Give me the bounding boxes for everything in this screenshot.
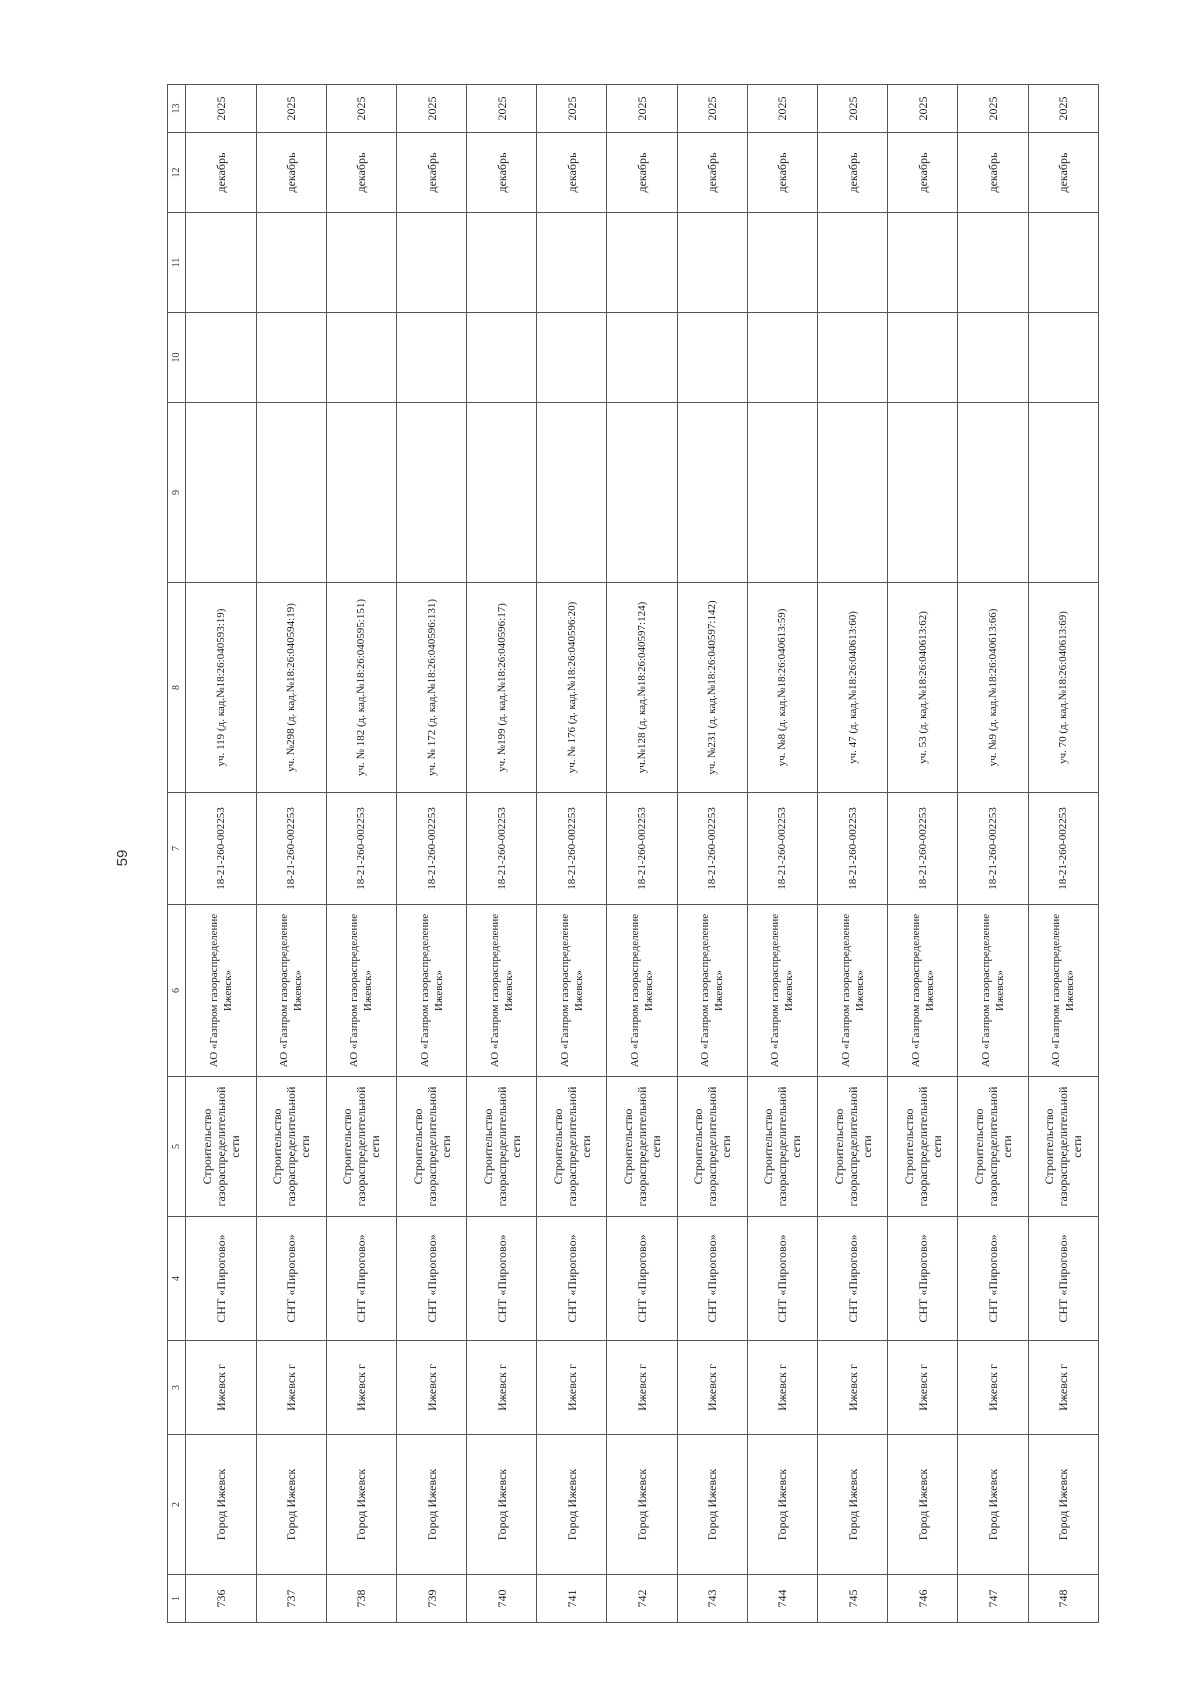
table-row — [326, 85, 396, 1623]
deadline-month-cell: декабрь — [467, 133, 537, 213]
col-10-cell — [326, 313, 396, 403]
table-row — [467, 85, 537, 1623]
project-code-cell: 18-21-260-002253 — [1028, 793, 1098, 905]
settlement-cell: СНТ «Пирогово» — [1028, 1217, 1098, 1341]
settlement-cell: СНТ «Пирогово» — [607, 1217, 677, 1341]
col-9-cell — [537, 403, 607, 583]
municipality-cell: Город Ижевск — [396, 1435, 466, 1575]
deadline-year-cell: 2025 — [396, 85, 466, 133]
municipality-cell: Город Ижевск — [818, 1435, 888, 1575]
deadline-month-cell: декабрь — [958, 133, 1028, 213]
row-number-cell: 736 — [186, 1575, 256, 1623]
municipality-cell: Город Ижевск — [958, 1435, 1028, 1575]
land-plot-cell: уч. № 182 (д. кад.№18:26:040595:151) — [326, 583, 396, 793]
col-10-cell — [256, 313, 326, 403]
locality-cell: Ижевск г — [396, 1341, 466, 1435]
deadline-month-cell: декабрь — [888, 133, 958, 213]
col-10-cell — [537, 313, 607, 403]
column-number-5: 5 — [168, 1077, 186, 1217]
row-number-cell: 746 — [888, 1575, 958, 1623]
col-11-cell — [888, 213, 958, 313]
col-11-cell — [256, 213, 326, 313]
col-11-cell — [186, 213, 256, 313]
col-9-cell — [467, 403, 537, 583]
land-plot-cell: уч.№128 (д. кад.№18:26:040597:124) — [607, 583, 677, 793]
row-number-cell: 738 — [326, 1575, 396, 1623]
organization-cell: АО «Газпром газораспределение Ижевск» — [747, 905, 817, 1077]
locality-cell: Ижевск г — [747, 1341, 817, 1435]
col-11-cell — [396, 213, 466, 313]
col-10-cell — [958, 313, 1028, 403]
municipality-cell: Город Ижевск — [326, 1435, 396, 1575]
project-code-cell: 18-21-260-002253 — [747, 793, 817, 905]
row-number-cell: 747 — [958, 1575, 1028, 1623]
project-code-cell: 18-21-260-002253 — [607, 793, 677, 905]
work-type-cell: Строительство газораспределительной сети — [818, 1077, 888, 1217]
work-type-cell: Строительство газораспределительной сети — [537, 1077, 607, 1217]
column-number-6: 6 — [168, 905, 186, 1077]
settlement-cell: СНТ «Пирогово» — [958, 1217, 1028, 1341]
organization-cell: АО «Газпром газораспределение Ижевск» — [467, 905, 537, 1077]
table-row — [747, 85, 817, 1623]
deadline-year-cell: 2025 — [326, 85, 396, 133]
gasification-schedule-table — [167, 84, 1099, 1623]
work-type-cell: Строительство газораспределительной сети — [326, 1077, 396, 1217]
table-row — [888, 85, 958, 1623]
land-plot-cell: уч. №9 (д. кад.№18:26:040613:66) — [958, 583, 1028, 793]
municipality-cell: Город Ижевск — [467, 1435, 537, 1575]
col-10-cell — [888, 313, 958, 403]
organization-cell: АО «Газпром газораспределение Ижевск» — [537, 905, 607, 1077]
organization-cell: АО «Газпром газораспределение Ижевск» — [256, 905, 326, 1077]
deadline-year-cell: 2025 — [747, 85, 817, 133]
col-10-cell — [607, 313, 677, 403]
deadline-year-cell: 2025 — [256, 85, 326, 133]
project-code-cell: 18-21-260-002253 — [818, 793, 888, 905]
land-plot-cell: уч. №231 (д. кад.№18:26:040597:142) — [677, 583, 747, 793]
municipality-cell: Город Ижевск — [888, 1435, 958, 1575]
col-11-cell — [467, 213, 537, 313]
table-row — [607, 85, 677, 1623]
work-type-cell: Строительство газораспределительной сети — [396, 1077, 466, 1217]
municipality-cell: Город Ижевск — [537, 1435, 607, 1575]
municipality-cell: Город Ижевск — [747, 1435, 817, 1575]
deadline-year-cell: 2025 — [607, 85, 677, 133]
work-type-cell: Строительство газораспределительной сети — [888, 1077, 958, 1217]
land-plot-cell: уч. №199 (д. кад.№18:26:040596:17) — [467, 583, 537, 793]
organization-cell: АО «Газпром газораспределение Ижевск» — [396, 905, 466, 1077]
project-code-cell: 18-21-260-002253 — [186, 793, 256, 905]
settlement-cell: СНТ «Пирогово» — [326, 1217, 396, 1341]
land-plot-cell: уч. 119 (д. кад.№18:26:040593:19) — [186, 583, 256, 793]
row-number-cell: 742 — [607, 1575, 677, 1623]
settlement-cell: СНТ «Пироговo» — [186, 1217, 256, 1341]
deadline-month-cell: декабрь — [607, 133, 677, 213]
land-plot-cell: уч. №298 (д. кад.№18:26:040594:19) — [256, 583, 326, 793]
col-9-cell — [396, 403, 466, 583]
organization-cell: АО «Газпром газораспределение Ижевск» — [1028, 905, 1098, 1077]
locality-cell: Ижевск г — [467, 1341, 537, 1435]
column-number-2: 2 — [168, 1435, 186, 1575]
land-plot-cell: уч. № 176 (д. кад.№18:26:040596:20) — [537, 583, 607, 793]
col-9-cell — [958, 403, 1028, 583]
deadline-month-cell: декабрь — [537, 133, 607, 213]
work-type-cell: Строительство газораспределительной сети — [186, 1077, 256, 1217]
column-number-1: 1 — [168, 1575, 186, 1623]
column-number-12: 12 — [168, 133, 186, 213]
land-plot-cell: уч. № 172 (д. кад.№18:26:040596:131) — [396, 583, 466, 793]
locality-cell: Ижевск г — [958, 1341, 1028, 1435]
row-number-cell: 745 — [818, 1575, 888, 1623]
column-number-11: 11 — [168, 213, 186, 313]
land-plot-cell: уч. №8 (д. кад.№18:26:040613:59) — [747, 583, 817, 793]
land-plot-cell: уч. 70 (д. кад.№18:26:040613:69) — [1028, 583, 1098, 793]
col-10-cell — [1028, 313, 1098, 403]
project-code-cell: 18-21-260-002253 — [326, 793, 396, 905]
work-type-cell: Строительство газораспределительной сети — [677, 1077, 747, 1217]
municipality-cell: Город Ижевск — [1028, 1435, 1098, 1575]
col-9-cell — [326, 403, 396, 583]
project-code-cell: 18-21-260-002253 — [888, 793, 958, 905]
deadline-year-cell: 2025 — [888, 85, 958, 133]
settlement-cell: СНТ «Пирогово» — [818, 1217, 888, 1341]
settlement-cell: СНТ «Пирогово» — [396, 1217, 466, 1341]
deadline-year-cell: 2025 — [537, 85, 607, 133]
col-9-cell — [677, 403, 747, 583]
deadline-month-cell: декабрь — [677, 133, 747, 213]
organization-cell: АО «Газпром газораспределение Ижевск» — [677, 905, 747, 1077]
col-9-cell — [818, 403, 888, 583]
col-10-cell — [467, 313, 537, 403]
col-11-cell — [747, 213, 817, 313]
table-row — [396, 85, 466, 1623]
locality-cell: Ижевск г — [607, 1341, 677, 1435]
table-row — [958, 85, 1028, 1623]
col-11-cell — [818, 213, 888, 313]
settlement-cell: СНТ «Пирогово» — [256, 1217, 326, 1341]
project-code-cell: 18-21-260-002253 — [677, 793, 747, 905]
project-code-cell: 18-21-260-002253 — [256, 793, 326, 905]
settlement-cell: СНТ «Пирогово» — [467, 1217, 537, 1341]
land-plot-cell: уч. 47 (д. кад.№18:26:040613:60) — [818, 583, 888, 793]
col-9-cell — [256, 403, 326, 583]
row-number-cell: 740 — [467, 1575, 537, 1623]
deadline-month-cell: декабрь — [747, 133, 817, 213]
organization-cell: АО «Газпром газораспределение Ижевск» — [818, 905, 888, 1077]
locality-cell: Ижевск г — [1028, 1341, 1098, 1435]
row-number-cell: 739 — [396, 1575, 466, 1623]
row-number-cell: 744 — [747, 1575, 817, 1623]
column-number-7: 7 — [168, 793, 186, 905]
deadline-month-cell: декабрь — [186, 133, 256, 213]
locality-cell: Ижевск г — [326, 1341, 396, 1435]
municipality-cell: Город Ижевск — [186, 1435, 256, 1575]
work-type-cell: Строительство газораспределительной сети — [958, 1077, 1028, 1217]
row-number-cell: 748 — [1028, 1575, 1098, 1623]
deadline-year-cell: 2025 — [467, 85, 537, 133]
deadline-year-cell: 2025 — [677, 85, 747, 133]
settlement-cell: СНТ «Пирогово» — [747, 1217, 817, 1341]
col-11-cell — [326, 213, 396, 313]
locality-cell: Ижевск г — [256, 1341, 326, 1435]
deadline-month-cell: декабрь — [256, 133, 326, 213]
row-number-cell: 741 — [537, 1575, 607, 1623]
col-9-cell — [607, 403, 677, 583]
table-row — [537, 85, 607, 1623]
municipality-cell: Город Ижевск — [607, 1435, 677, 1575]
settlement-cell: СНТ «Пирогово» — [537, 1217, 607, 1341]
organization-cell: АО «Газпром газораспределение Ижевск» — [326, 905, 396, 1077]
col-9-cell — [186, 403, 256, 583]
rotated-table-wrapper — [167, 85, 1099, 1623]
col-9-cell — [1028, 403, 1098, 583]
column-number-13: 13 — [168, 85, 186, 133]
table-row — [1028, 85, 1098, 1623]
work-type-cell: Строительство газораспределительной сети — [607, 1077, 677, 1217]
project-code-cell: 18-21-260-002253 — [537, 793, 607, 905]
municipality-cell: Город Ижевск — [256, 1435, 326, 1575]
locality-cell: Ижевск г — [818, 1341, 888, 1435]
deadline-month-cell: декабрь — [1028, 133, 1098, 213]
table-row — [256, 85, 326, 1623]
col-9-cell — [888, 403, 958, 583]
organization-cell: АО «Газпром газораспределение Ижевск» — [607, 905, 677, 1077]
column-number-9: 9 — [168, 403, 186, 583]
deadline-month-cell: декабрь — [818, 133, 888, 213]
column-number-4: 4 — [168, 1217, 186, 1341]
col-11-cell — [607, 213, 677, 313]
settlement-cell: СНТ «Пирогово» — [677, 1217, 747, 1341]
deadline-month-cell: декабрь — [326, 133, 396, 213]
col-10-cell — [186, 313, 256, 403]
col-10-cell — [677, 313, 747, 403]
column-number-10: 10 — [168, 313, 186, 403]
organization-cell: АО «Газпром газораспределение Ижевск» — [186, 905, 256, 1077]
col-11-cell — [677, 213, 747, 313]
row-number-cell: 743 — [677, 1575, 747, 1623]
table-row — [186, 85, 256, 1623]
col-10-cell — [396, 313, 466, 403]
table-row — [818, 85, 888, 1623]
column-number-header-row — [168, 85, 186, 1623]
project-code-cell: 18-21-260-002253 — [396, 793, 466, 905]
municipality-cell: Город Ижевск — [677, 1435, 747, 1575]
deadline-year-cell: 2025 — [1028, 85, 1098, 133]
project-code-cell: 18-21-260-002253 — [467, 793, 537, 905]
page-number: 59 — [114, 849, 131, 867]
locality-cell: Ижевск г — [888, 1341, 958, 1435]
deadline-year-cell: 2025 — [818, 85, 888, 133]
work-type-cell: Строительство газораспределительной сети — [1028, 1077, 1098, 1217]
col-11-cell — [958, 213, 1028, 313]
col-10-cell — [747, 313, 817, 403]
locality-cell: Ижевск г — [186, 1341, 256, 1435]
land-plot-cell: уч. 53 (д. кад.№18:26:040613:62) — [888, 583, 958, 793]
work-type-cell: Строительство газораспределительной сети — [467, 1077, 537, 1217]
col-10-cell — [818, 313, 888, 403]
deadline-year-cell: 2025 — [186, 85, 256, 133]
organization-cell: АО «Газпром газораспределение Ижевск» — [888, 905, 958, 1077]
deadline-year-cell: 2025 — [958, 85, 1028, 133]
project-code-cell: 18-21-260-002253 — [958, 793, 1028, 905]
locality-cell: Ижевск г — [677, 1341, 747, 1435]
table-row — [677, 85, 747, 1623]
col-11-cell — [1028, 213, 1098, 313]
locality-cell: Ижевск г — [537, 1341, 607, 1435]
work-type-cell: Строительство газораспределительной сети — [747, 1077, 817, 1217]
organization-cell: АО «Газпром газораспределение Ижевск» — [958, 905, 1028, 1077]
settlement-cell: СНТ «Пирогово» — [888, 1217, 958, 1341]
column-number-3: 3 — [168, 1341, 186, 1435]
column-number-8: 8 — [168, 583, 186, 793]
col-11-cell — [537, 213, 607, 313]
work-type-cell: Строительство газораспределительной сети — [256, 1077, 326, 1217]
col-9-cell — [747, 403, 817, 583]
deadline-month-cell: декабрь — [396, 133, 466, 213]
row-number-cell: 737 — [256, 1575, 326, 1623]
